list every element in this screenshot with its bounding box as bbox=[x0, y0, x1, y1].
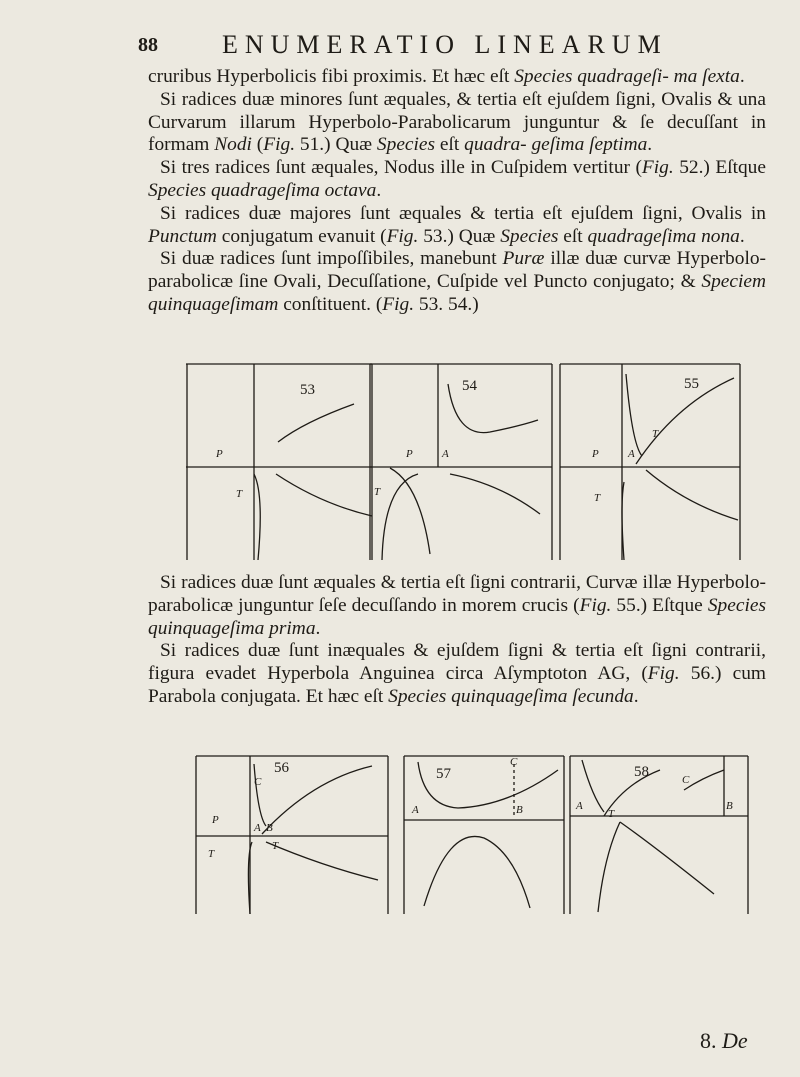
text-block-upper bbox=[148, 66, 766, 317]
point-label-t: T bbox=[236, 488, 243, 500]
point-label-t: T bbox=[652, 428, 659, 440]
figure-number: 58 bbox=[634, 764, 649, 780]
figure-number: 57 bbox=[436, 766, 451, 782]
paragraph-species-52: Si radices duæ ſunt inæquales & ejuſdem ſigni & tertia eſt ſigni contrarii, figura evadet Hyperbola Anguinea circa Aſymptoton AG, (Fig. 56.) cum Parabola conjugata. Et hæc eſt Species quinquageſima ſecunda. bbox=[148, 640, 766, 707]
point-label-a: A bbox=[442, 448, 449, 460]
point-label-c: C bbox=[254, 776, 262, 788]
point-label-a: A bbox=[412, 804, 419, 816]
point-label-t: T bbox=[594, 492, 601, 504]
signature-mark: 8. bbox=[700, 1028, 717, 1053]
point-label-b: B bbox=[516, 804, 523, 816]
point-label-p: P bbox=[216, 448, 223, 460]
point-label-a: A bbox=[576, 800, 583, 812]
figure-53-drawing bbox=[186, 364, 374, 564]
paragraph-species-49: Si radices duæ majores ſunt æquales & tertia eſt ejuſdem ſigni, Ovalis in Punctum conjugatum evanuit (Fig. 53.) Quæ Species eſt quadrageſima nona. bbox=[148, 202, 766, 247]
point-label-a: A bbox=[254, 822, 261, 834]
point-label-p: P bbox=[212, 814, 219, 826]
figure-number: 56 bbox=[274, 760, 289, 776]
paragraph-species-51: Si radices duæ ſunt æquales & tertia eſt ſigni contrarii, Curvæ illæ Hyperbolo-parabolicæ junguntur ſeſe decuſſando in morem crucis (Fig. 55.) Eſtque Species quinquageſima prima. bbox=[148, 572, 766, 639]
figure-number: 55 bbox=[684, 376, 699, 392]
page-footer bbox=[700, 1028, 748, 1054]
figure-number: 54 bbox=[462, 378, 477, 394]
page-number: 88 bbox=[138, 34, 158, 56]
point-label-t: T bbox=[208, 848, 215, 860]
catchword: De bbox=[722, 1028, 748, 1053]
page-header bbox=[138, 30, 758, 64]
figure-number: 53 bbox=[300, 382, 315, 398]
figure-57-drawing bbox=[398, 756, 568, 916]
figure-55-drawing bbox=[556, 364, 746, 564]
figure-58-drawing bbox=[564, 756, 754, 916]
point-label-p: P bbox=[406, 448, 413, 460]
point-label-b: B bbox=[266, 822, 273, 834]
paragraph-species-48: Si tres radices ſunt æquales, Nodus ille in Cuſpidem vertitur (Fig. 52.) Eſtque Species quadrageſima octava. bbox=[148, 157, 766, 201]
paragraph-species-50: Si duæ radices ſunt impoſſibiles, manebunt Puræ illæ duæ curvæ Hyperbolo-parabolicæ ſine Ovali, Decuſſatione, Cuſpide vel Puncto conjugato; & Speciem quinquageſimam conſtituent. (Fig. 53. 54.) bbox=[148, 248, 766, 315]
paragraph-species-47: Si radices duæ minores ſunt æquales, & tertia eſt ejuſdem ſigni, Ovalis & una Curvarum illarum Hyperbolo-Parabolicarum junguntur & ſe decuſſant in formam Nodi (Fig. 51.) Quæ Species eſt quadra- geſima ſeptima. bbox=[148, 88, 766, 156]
running-title: ENUMERATIO LINEARUM bbox=[222, 30, 668, 59]
text-block-middle bbox=[148, 572, 766, 709]
point-label-b: B bbox=[726, 800, 733, 812]
figure-56-drawing bbox=[192, 756, 392, 916]
paragraph-species-46: cruribus Hyperbolicis fibi proximis. Et hæc eſt Species quadrageſi- ma ſexta. bbox=[148, 66, 745, 87]
point-label-c: C bbox=[682, 774, 690, 786]
point-label-a: A bbox=[628, 448, 635, 460]
point-label-t: T bbox=[608, 808, 615, 820]
point-label-p: P bbox=[592, 448, 599, 460]
point-label-t: T bbox=[272, 840, 279, 852]
point-label-t: T bbox=[374, 486, 381, 498]
point-label-c: C bbox=[510, 756, 518, 768]
